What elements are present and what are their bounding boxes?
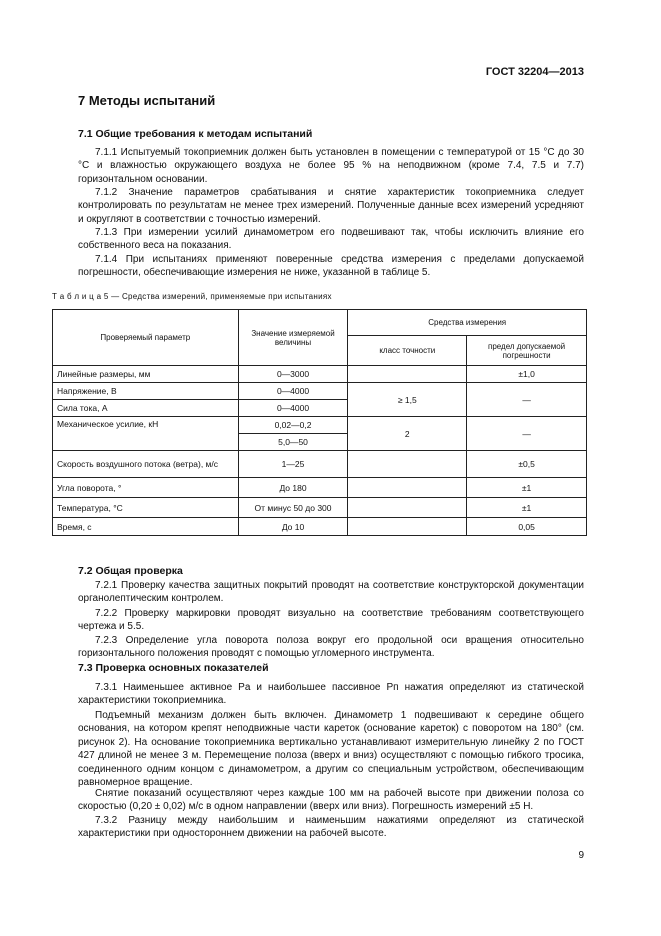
table-row <box>53 451 587 478</box>
cell-value: 5,0—50 <box>238 434 348 451</box>
cell-value: От минус 50 до 300 <box>238 498 348 518</box>
cell-class-group1: ≥ 1,5 <box>348 383 467 417</box>
cell-param: Механическое усилие, кН <box>53 417 239 451</box>
cell-limit: ±1,0 <box>467 366 587 383</box>
header-means: Средства измерения <box>348 310 587 336</box>
cell-value: До 180 <box>238 478 348 498</box>
paragraph-7-1-1: 7.1.1 Испытуемый токоприемник должен быть установлен в помещении с температурой от 15 °С до 30 °С и влажностью окружающего воздуха не более 95 % на неподвижном (кроме 7.4, 7.5 и 7.7) горизонтальном основании. <box>78 147 584 185</box>
section-title: 7 Методы испытаний <box>78 93 216 108</box>
cell-limit: ±1 <box>467 478 587 498</box>
cell-param: Линейные размеры, мм <box>53 366 239 383</box>
paragraph-7-3-1-procedure: Подъемный механизм должен быть включен. Динамометр 1 подвешивают к середине общего основания, на котором крепят неподвижные части кареток (основание кареток) с поворотом на 180° (см. рисунок 2). На основание токоприемника вертикально устанавливают измерительную линейку 2 по ГОСТ 427 длиной не менее 3 м. Перемещение полоза (вверх и вниз) осуществляют с помощью гибкого тросика, соединенного одним концом с динамометром, а другим со специальным устройством, обеспечивающим равномерное вращение. <box>78 710 584 789</box>
cell-param: Сила тока, А <box>53 400 239 417</box>
header-param: Проверяемый параметр <box>53 310 239 366</box>
cell-value: 0—3000 <box>238 366 348 383</box>
table-caption: Т а б л и ц а 5 — Средства измерений, применяемые при испытаниях <box>52 292 332 301</box>
cell-value: 0—4000 <box>238 400 348 417</box>
paragraph-7-3-1: 7.3.1 Наименьшее активное Pа и наибольшее пассивное Pп нажатия определяют из статической характеристики токоприемника. <box>78 682 584 707</box>
table-row <box>53 498 587 518</box>
document-header: ГОСТ 32204—2013 <box>485 66 584 78</box>
table-row <box>53 518 587 536</box>
cell-limit-group2: — <box>467 417 587 451</box>
cell-class <box>348 518 467 536</box>
paragraph-7-1-2: 7.1.2 Значение параметров срабатывания и снятие характеристик токоприемника следует контролировать по результатам не менее трех измерений. Полученные данные всех измерений усредняют и округляют в соответствии с точностью измерений. <box>78 187 584 225</box>
subsection-7-3-title: 7.3 Проверка основных показателей <box>78 662 269 674</box>
cell-value: До 10 <box>238 518 348 536</box>
subsection-7-1-title: 7.1 Общие требования к методам испытаний <box>78 128 313 140</box>
paragraph-7-2-3: 7.2.3 Определение угла поворота полоза вокруг его продольной оси вращения относительно горизонтального положения проводят с помощью угломерного инструмента. <box>78 635 584 660</box>
paragraph-7-2-1: 7.2.1 Проверку качества защитных покрытий проводят на соответствие конструкторской документации органолептическим контролем. <box>78 580 584 605</box>
cell-class <box>348 366 467 383</box>
cell-class <box>348 451 467 478</box>
cell-value: 0,02—0,2 <box>238 417 348 434</box>
cell-class-group2: 2 <box>348 417 467 451</box>
cell-class <box>348 498 467 518</box>
cell-param: Напряжение, В <box>53 383 239 400</box>
cell-class <box>348 478 467 498</box>
cell-param: Угла поворота, ° <box>53 478 239 498</box>
cell-value: 0—4000 <box>238 383 348 400</box>
cell-param: Скорость воздушного потока (ветра), м/с <box>53 451 239 478</box>
cell-limit-group1: — <box>467 383 587 417</box>
subsection-7-2-title: 7.2 Общая проверка <box>78 565 183 577</box>
table-row <box>53 366 587 383</box>
cell-value: 1—25 <box>238 451 348 478</box>
cell-param: Время, с <box>53 518 239 536</box>
cell-limit: ±0,5 <box>467 451 587 478</box>
header-class: класс точности <box>348 336 467 366</box>
cell-limit: ±1 <box>467 498 587 518</box>
cell-limit: 0,05 <box>467 518 587 536</box>
header-limit: предел допускаемой погрешности <box>467 336 587 366</box>
cell-param: Температура, °С <box>53 498 239 518</box>
paragraph-7-1-3: 7.1.3 При измерении усилий динамометром его подвешивают так, чтобы исключить влияние его собственного веса на показания. <box>78 227 584 252</box>
paragraph-7-3-2: 7.3.2 Разницу между наибольшим и наименьшим нажатиями определяют из статической характеристики при одностороннем движении на рабочей высоте. <box>78 815 584 840</box>
header-value: Значение измеряемой величины <box>238 310 348 366</box>
measurement-table <box>52 309 587 536</box>
table-row <box>53 478 587 498</box>
page-number: 9 <box>578 850 584 861</box>
paragraph-7-1-4: 7.1.4 При испытаниях применяют поверенные средства измерения с пределами допускаемой погрешности, обеспечивающие измерения не ниже, указанной в таблице 5. <box>78 254 584 279</box>
paragraph-7-2-2: 7.2.2 Проверку маркировки проводят визуально на соответствие требованиям соответствующего чертежа и 5.5. <box>78 608 584 633</box>
table-row <box>53 383 587 400</box>
table-row <box>53 417 587 434</box>
paragraph-7-3-1-readings: Снятие показаний осуществляют через каждые 100 мм на рабочей высоте при движении полоза со скоростью (0,20 ± 0,02) м/с в одном направлении (вверх или вниз). Погрешность измерений ±5 Н. <box>78 788 584 813</box>
